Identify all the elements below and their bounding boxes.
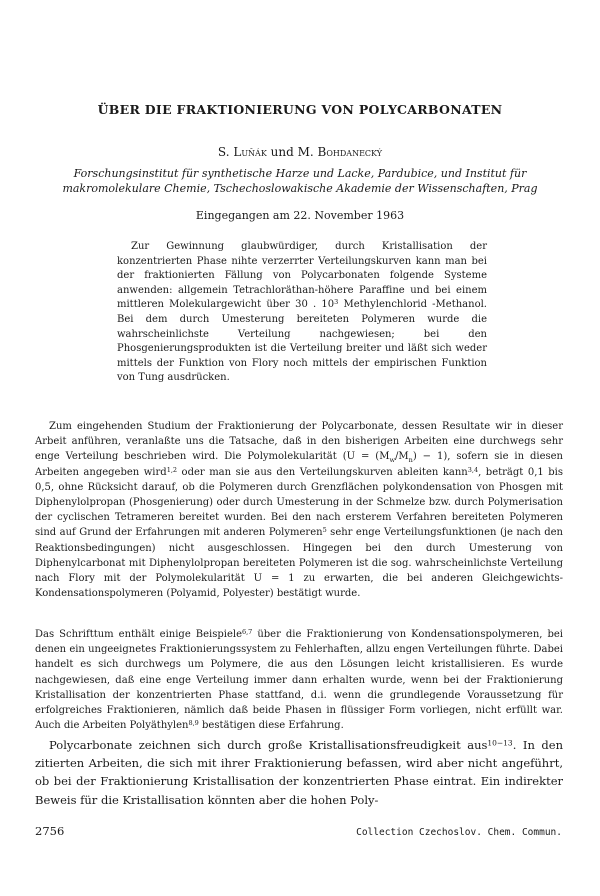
received-date: Eingegangen am 22. November 1963	[195, 209, 405, 222]
p1-text-4: , beträgt 0,1 bis 0,5, ohne Rücksicht darauf, ob die Polymeren durch Grenzflächen polykondensation von Phosgen mit Diphenylolpropan (Phosgenierung) oder durch Umesterung in der Schmelze bzw. durch Polymerisation der cyclischen Tetrameren bereitet wurden. Bei den nach ersterem Verfahren bereiteten Polymeren sind auf Grund der Erfahrungen mit anderen Polymeren	[35, 466, 563, 539]
author-bohdanecky: M. Bohdanecký	[297, 145, 383, 159]
abstract-exponent: 3	[334, 298, 339, 307]
abstract	[117, 240, 487, 386]
p1-text-slash: /M	[395, 451, 409, 463]
p1-text-5: sehr enge Verteilungsfunktionen (je nach den Reaktionsbedingungen) nicht ausgeschlossen. Hingegen bei den durch Umesterung von Diphenylcarbonat mit Diphenylolpropan bereiteten Polymeren ist die sog. wahrscheinlichste Verteilung nach Flory mit der Polymolekularität U = 1 zu erwarten, die bei anderen Gleichgewichts-Kondensationspolymeren (Polyamid, Polyester) bestätigt wurde.	[35, 527, 563, 600]
author-conjunction: und	[270, 145, 294, 159]
p1-ref-3: 5	[322, 526, 327, 535]
author-lunak: S. Luňák	[217, 145, 267, 159]
p2-ref-2: 8,9	[188, 718, 199, 727]
page-number: 2756	[35, 824, 65, 838]
body-paragraph-3	[35, 736, 563, 809]
p1-subscript-n: n	[408, 456, 413, 465]
affiliation: Forschungsinstitut für synthetische Harze und Lacke, Pardubice, und Institut für makromolekulare Chemie, Tschechoslowakische Akademie der Wissenschaften, Prag	[62, 167, 538, 195]
body-paragraph-2	[35, 627, 563, 733]
p2-text-1: Das Schrifttum enthält einige Beispiele	[35, 629, 242, 640]
body-paragraph-1	[35, 419, 563, 601]
p3-ref-1: 10−13	[487, 738, 513, 748]
p1-subscript-w: w	[389, 456, 396, 465]
authors-line	[0, 145, 600, 159]
p1-ref-2: 3,4	[467, 465, 479, 474]
p3-text-1: Polycarbonate zeichnen sich durch große Kristallisationsfreudigkeit aus	[49, 738, 488, 752]
p1-text-1: Zum eingehenden Studium der Fraktionierung der Polycarbonate, dessen Resultate wir in dieser Arbeit anführen, veranlaßte uns die Tatsache, daß in den bisherigen Arbeiten eine durchwegs sehr enge Verteilung beschrieben wird. Die Polymolekularität (U = (M	[35, 421, 563, 463]
p3-text-2: . In den zitierten Arbeiten, die sich mit ihrer Fraktionierung befassen, wird aber nicht angeführt, ob bei der Fraktionierung Kristallisation der konzentrierten Phase eintrat. Ein indirekter Beweis für die Kristallisation könnten aber die hohen Poly-	[35, 738, 563, 807]
journal-name: Collection Czechoslov. Chem. Commun.	[356, 827, 562, 838]
p2-text-2: über die Fraktionierung von Kondensationspolymeren, bei denen ein ungeeignetes Fraktionierungssystem zu Fehlerhaften, allzu engen Verteilungen führte. Dabei handelt es sich durchwegs um Polymere, die aus den Lösungen leicht kristallisieren. Es wurde nachgewiesen, daß eine enge Verteilung immer dann erhalten wurde, wenn bei der Fraktionierung Kristallisation der konzentrierten Phase stattfand, d.i. wenn die grundlegende Voraussetzung für erfolgreiches Fraktionieren, nämlich daß beide Phasen in flüssiger Form vorliegen, nicht erfüllt war. Auch die Arbeiten Polyäthylen	[35, 629, 563, 732]
article-title: ÜBER DIE FRAKTIONIERUNG VON POLYCARBONATEN	[97, 102, 503, 117]
p2-text-3: bestätigen diese Erfahrung.	[198, 720, 344, 732]
p1-ref-1: 1,2	[166, 465, 178, 474]
p1-text-3: oder man sie aus den Verteilungskurven ableiten kann	[177, 466, 468, 478]
p1-text-2: ) − 1), sofern sie in diesen Arbeiten angegeben wird	[35, 451, 564, 478]
p2-ref-1: 6,7	[241, 627, 253, 636]
abstract-text-2: Methylenchlorid -Methanol. Bei dem durch Umesterung bereiteten Polymeren wurde die wahrscheinlichste Verteilung nachgewiesen; bei den Phosgenierungsprodukten ist die Verteilung breiter und läßt sich weder mittels der Funktion von Flory noch mittels der empirischen Funktion von Tung ausdrücken.	[117, 299, 487, 384]
abstract-text-1: Zur Gewinnung glaubwürdiger, durch Kristallisation der konzentrierten Phase nihte verzerrter Verteilungskurven kann man bei der fraktionierten Fällung von Polycarbonaten folgende Systeme anwenden: allgemein Tetrachloräthan-höhere Paraffine und bei einem mittleren Molekulargewicht über 30 . 10	[117, 241, 487, 311]
